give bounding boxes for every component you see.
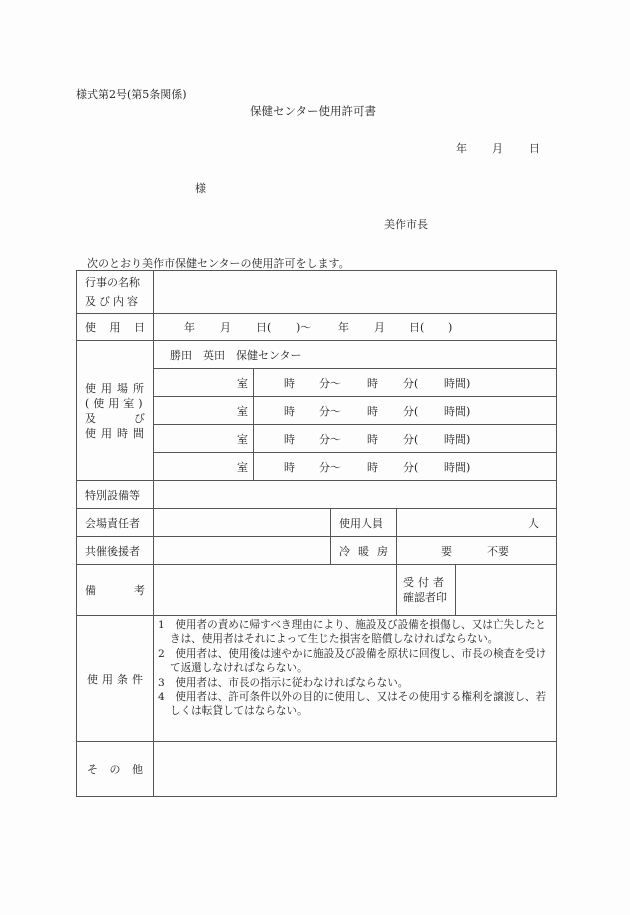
- special-equipment-label: 特別設備等: [85, 488, 140, 502]
- start-minute: 分～: [319, 405, 341, 418]
- condition-item: 3 使用者は、市長の指示に従わなければならない。: [158, 676, 409, 689]
- end-minute: 分(: [403, 461, 419, 474]
- receiver-label-line2: 確認者印: [403, 591, 447, 604]
- condition-item: 1 使用者の責めに帰すべき理由により、施設及び設備を損傷し、又は亡失したときは、使用者はそれによって生じた損害を賠償しなければならない。: [158, 619, 546, 646]
- place-label-line1: 使用場所: [85, 381, 149, 395]
- use-date-year-from: 年: [184, 321, 195, 334]
- venue-manager-input[interactable]: [154, 509, 330, 536]
- duration-hours: 時間): [444, 377, 471, 390]
- use-date-label: 使 用 日: [85, 321, 145, 334]
- end-hour: 時: [367, 405, 378, 418]
- attendees-unit: 人: [528, 516, 539, 530]
- option-required[interactable]: 要: [441, 544, 452, 558]
- addressee-suffix: 様: [195, 182, 206, 195]
- intro-text: 次のとおり美作市保健センターの使用許可をします。: [87, 257, 350, 270]
- event-label: [77, 271, 153, 313]
- use-date-day-to: 日(: [409, 321, 425, 334]
- other-input[interactable]: [154, 742, 556, 796]
- end-hour: 時: [367, 461, 378, 474]
- conditions-label: 使 用 条 件: [87, 672, 143, 686]
- condition-item: 4 使用者は、許可条件以外の目的に使用し、又はその使用する権利を譲渡し、若しくは転貸してはならない。: [158, 691, 547, 718]
- end-hour: 時: [367, 433, 378, 446]
- start-minute: 分～: [319, 461, 341, 474]
- end-minute: 分(: [403, 433, 419, 446]
- start-hour: 時: [284, 405, 295, 418]
- duration-hours: 時間): [444, 433, 471, 446]
- room-label: 室: [237, 377, 248, 390]
- issuer-name: 美作市長: [384, 218, 428, 231]
- start-minute: 分～: [319, 377, 341, 390]
- event-label-line1: 行事の名称: [85, 276, 140, 289]
- receiver-seal-box[interactable]: [456, 565, 556, 615]
- use-date-close: ): [448, 320, 453, 334]
- duration-hours: 時間): [444, 461, 471, 474]
- attendees-input[interactable]: [397, 509, 556, 536]
- end-minute: 分(: [403, 377, 419, 390]
- room-label: 室: [237, 461, 248, 474]
- use-date-year-to: 年: [338, 321, 349, 334]
- start-hour: 時: [284, 433, 295, 446]
- room-label: 室: [237, 433, 248, 446]
- duration-hours: 時間): [444, 405, 471, 418]
- event-input[interactable]: [154, 271, 556, 313]
- end-hour: 時: [367, 377, 378, 390]
- remarks-input[interactable]: [154, 565, 396, 615]
- start-minute: 分～: [319, 433, 341, 446]
- date-year-label: 年: [456, 142, 467, 155]
- facility-names: 勝田 英田 保健センター: [170, 348, 302, 362]
- start-hour: 時: [284, 461, 295, 474]
- use-date-month-from: 月: [220, 321, 231, 334]
- air-conditioning-label: 冷 暖 房: [339, 544, 388, 558]
- use-date-separator: )～: [296, 321, 312, 334]
- use-date-field[interactable]: [154, 314, 556, 340]
- place-label-line2: (使用室): [85, 396, 147, 410]
- air-conditioning-options: [397, 537, 556, 564]
- sponsors-label: 共催後援者: [85, 544, 140, 558]
- venue-manager-label: 会場責任者: [85, 516, 140, 530]
- receiver-label-line1: 受付者: [403, 576, 448, 589]
- attendees-label: 使用人員: [339, 516, 383, 530]
- option-not-required[interactable]: 不要: [487, 544, 509, 558]
- condition-item: 2 使用者は、使用後は速やかに施設及び設備を原状に回復し、市長の検査を受けて返還しなければならない。: [158, 647, 547, 675]
- room-label: 室: [237, 405, 248, 418]
- receiver-label: [397, 565, 455, 615]
- special-equipment-input[interactable]: [154, 481, 556, 508]
- remarks-label: 備 考: [85, 584, 145, 597]
- place-label-line3: 及 び: [85, 411, 145, 425]
- date-day-label: 日: [529, 142, 540, 155]
- form-number: 様式第2号(第5条関係): [76, 88, 187, 101]
- end-minute: 分(: [403, 405, 419, 418]
- place-label-line4: 使用時間: [85, 426, 149, 440]
- conditions-list: [158, 618, 554, 719]
- start-hour: 時: [284, 377, 295, 390]
- date-month-label: 月: [492, 142, 503, 155]
- other-label: そ の 他: [87, 763, 143, 776]
- event-label-line2: 及び内容: [85, 295, 141, 308]
- use-date-month-to: 月: [374, 321, 385, 334]
- place-label: [77, 341, 153, 480]
- use-date-day-from: 日(: [256, 321, 272, 334]
- page-title: 保健センター使用許可書: [250, 104, 377, 118]
- sponsors-input[interactable]: [154, 537, 330, 564]
